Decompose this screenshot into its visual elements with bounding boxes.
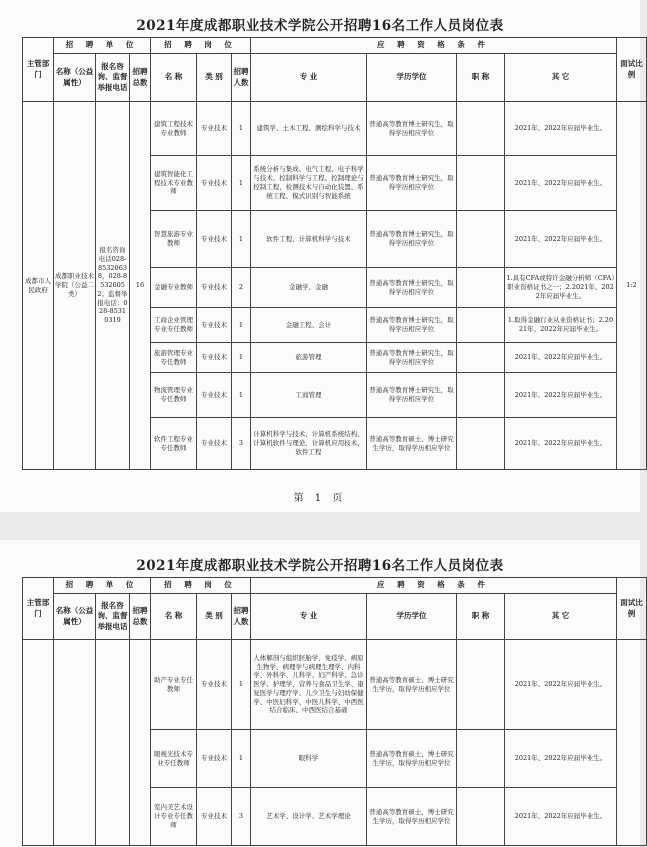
header-post-group: 招 聘 岗 位 xyxy=(151,578,251,594)
header-unit-group: 招 聘 单 位 xyxy=(54,38,151,54)
cell-category: 专业技术 xyxy=(197,268,232,308)
cell-other: 2021年、2022年应届毕业生。 xyxy=(505,211,617,268)
header-post-name: 名 称 xyxy=(151,594,197,640)
cell-other: 2021年、2022年应届毕业生。 xyxy=(505,730,617,788)
cell-post-name: 智慧旅游专业教师 xyxy=(151,211,197,268)
cell-title xyxy=(457,102,505,156)
header-major: 专 业 xyxy=(251,54,367,102)
cell-degree: 普通高等教育博士研究生，取得学历相应学位 xyxy=(367,343,457,373)
cell-count: 1 xyxy=(232,308,251,343)
cell-other: 1.取得金融行业从业资格证书；2.2021年、2022年应届毕业生。 xyxy=(505,308,617,343)
cell-major: 金融学、金融 xyxy=(251,268,367,308)
cell-category: 专业技术 xyxy=(197,343,232,373)
cell-degree: 普通高等教育硕士、博士研究生学历，取得学历相应学位 xyxy=(367,730,457,788)
header-degree: 学历学位 xyxy=(367,54,457,102)
header-category: 类 别 xyxy=(197,594,232,640)
cell-degree: 普通高等教育博士研究生，取得学历相应学位 xyxy=(367,308,457,343)
cell-count: 1 xyxy=(232,343,251,373)
cell-count: 1 xyxy=(232,640,251,730)
cell-post-name: 软件工程专业专任教师 xyxy=(151,418,197,470)
header-title: 职 称 xyxy=(457,594,505,640)
cell-count: 1 xyxy=(232,373,251,418)
cell-interview-ratio xyxy=(617,640,647,846)
cell-category: 专业技术 xyxy=(197,156,232,211)
cell-degree: 普通高等教育博士研究生，取得学历相应学位 xyxy=(367,211,457,268)
cell-unit-name: 成都职业技术学院（公益二类） xyxy=(54,102,96,470)
cell-major: 工商管理 xyxy=(251,373,367,418)
table-row xyxy=(23,640,647,730)
cell-other: 2021年、2022年应届毕业生。 xyxy=(505,418,617,470)
cell-degree: 普通高等教育硕士、博士研究生学历，取得学历相应学位 xyxy=(367,418,457,470)
cell-major: 旅游管理 xyxy=(251,343,367,373)
cell-post-name: 工商企业管理专业专任教师 xyxy=(151,308,197,343)
header-category: 类 别 xyxy=(197,54,232,102)
cell-post-name: 建筑智能化工程技术专业教师 xyxy=(151,156,197,211)
cell-interview-ratio: 1:2 xyxy=(617,102,647,470)
header-unit-group: 招 聘 单 位 xyxy=(54,578,151,594)
cell-dept xyxy=(23,640,54,846)
document-page-2 xyxy=(0,540,643,847)
cell-category: 专业技术 xyxy=(197,308,232,343)
header-cond-group: 应 聘 资 格 条 件 xyxy=(251,38,617,54)
header-total: 招聘总数 xyxy=(130,54,151,102)
header-other: 其 它 xyxy=(505,594,617,640)
header-title: 职 称 xyxy=(457,54,505,102)
cell-major: 眼科学 xyxy=(251,730,367,788)
cell-count: 1 xyxy=(232,102,251,156)
cell-post-name: 建筑工程技术专业教师 xyxy=(151,102,197,156)
cell-category: 专业技术 xyxy=(197,211,232,268)
cell-total: 16 xyxy=(130,102,151,470)
cell-category: 专业技术 xyxy=(197,102,232,156)
cell-count: 1 xyxy=(232,156,251,211)
cell-post-name: 助产专业专任教师 xyxy=(151,640,197,730)
cell-major: 人体解剖与组织胚胎学、免疫学、病原生物学、病理学与病理生理学、内科学、外科学、儿科学、妇产科学、急诊医学、护理学、营养与食品卫生学、康复医学与理疗学、儿少卫生与妇幼保健学、中医妇科学、中医儿科学、中西医结合临床、中西医结合基础 xyxy=(251,640,367,730)
cell-other: 1.具有CFA或特许金融分析师（CFA）职业资格证书之一；2.2021年、2022年应届毕业生。 xyxy=(505,268,617,308)
cell-other: 2021年、2022年应届毕业生。 xyxy=(505,788,617,846)
header-post-name: 名 称 xyxy=(151,54,197,102)
cell-major: 计算机科学与技术、计算机系统结构、计算机软件与理论、计算机应用技术、软件工程 xyxy=(251,418,367,470)
cell-post-name: 眼视光技术专业专任教师 xyxy=(151,730,197,788)
cell-contact xyxy=(96,640,130,846)
cell-other: 2021年、2022年应届毕业生。 xyxy=(505,102,617,156)
header-degree: 学历学位 xyxy=(367,594,457,640)
header-other: 其 它 xyxy=(505,54,617,102)
positions-table-page-2 xyxy=(22,577,647,846)
cell-post-name: 室内美艺术设计专业专任教师 xyxy=(151,788,197,846)
cell-degree: 普通高等教育博士研究生，取得学历相应学位 xyxy=(367,156,457,211)
header-contact: 报名咨询、监督举报电话 xyxy=(96,594,130,640)
cell-count: 2 xyxy=(232,268,251,308)
header-count: 招聘人数 xyxy=(232,54,251,102)
header-interview-ratio: 面试比例 xyxy=(617,578,647,640)
cell-major: 艺术学、设计学、艺术学理论 xyxy=(251,788,367,846)
header-unit-name: 名称（公益属性） xyxy=(54,594,96,640)
table-row xyxy=(23,102,647,156)
header-cond-group: 应 聘 资 格 条 件 xyxy=(251,578,617,594)
header-dept: 主管部门 xyxy=(23,38,54,102)
page-number: 第 1 页 xyxy=(293,493,347,504)
cell-major: 建筑学、土木工程、测绘科学与技术 xyxy=(251,102,367,156)
cell-count: 3 xyxy=(232,788,251,846)
cell-post-name: 金融专业教师 xyxy=(151,268,197,308)
header-post-group: 招 聘 岗 位 xyxy=(151,38,251,54)
cell-title xyxy=(457,730,505,788)
header-total: 招聘总数 xyxy=(130,594,151,640)
cell-title xyxy=(457,156,505,211)
cell-other: 2021年、2022年应届毕业生。 xyxy=(505,343,617,373)
cell-degree: 普通高等教育博士研究生，取得学历相应学位 xyxy=(367,373,457,418)
cell-dept: 成都市人民政府 xyxy=(23,102,54,470)
cell-title xyxy=(457,268,505,308)
header-contact: 报名咨询、监督举报电话 xyxy=(96,54,130,102)
cell-title xyxy=(457,343,505,373)
cell-title xyxy=(457,418,505,470)
cell-category: 专业技术 xyxy=(197,373,232,418)
cell-post-name: 旅游管理专业专任教师 xyxy=(151,343,197,373)
cell-title xyxy=(457,640,505,730)
cell-other: 2021年、2022年应届毕业生。 xyxy=(505,373,617,418)
cell-title xyxy=(457,788,505,846)
cell-title xyxy=(457,308,505,343)
cell-title xyxy=(457,211,505,268)
cell-major: 金融工程、会计 xyxy=(251,308,367,343)
cell-major: 系统分析与集成、电气工程、电子科学与技术、控制科学与工程、控制理论与控制工程、检测技术与自动化装置、系统工程、模式识别与智能系统 xyxy=(251,156,367,211)
cell-degree: 普通高等教育硕士、博士研究生学历，取得学历相应学位 xyxy=(367,788,457,846)
cell-other: 2021年、2022年应届毕业生。 xyxy=(505,156,617,211)
header-count: 招聘人数 xyxy=(232,594,251,640)
cell-post-name: 物流管理专业专任教师 xyxy=(151,373,197,418)
cell-unit-name xyxy=(54,640,96,846)
document-title: 2021年度成都职业技术学院公开招聘16名工作人员岗位表 xyxy=(136,18,504,34)
positions-table-page-1 xyxy=(22,37,647,470)
cell-category: 专业技术 xyxy=(197,418,232,470)
header-major: 专 业 xyxy=(251,594,367,640)
header-dept: 主管部门 xyxy=(23,578,54,640)
cell-title xyxy=(457,373,505,418)
cell-degree: 普通高等教育博士研究生，取得学历相应学位 xyxy=(367,268,457,308)
document-title: 2021年度成都职业技术学院公开招聘16名工作人员岗位表 xyxy=(136,558,504,574)
cell-category: 专业技术 xyxy=(197,640,232,730)
cell-major: 软件工程、计算机科学与技术 xyxy=(251,211,367,268)
cell-count: 1 xyxy=(232,211,251,268)
cell-other: 2021年、2022年应届毕业生。 xyxy=(505,640,617,730)
header-unit-name: 名称（公益属性） xyxy=(54,54,96,102)
cell-category: 专业技术 xyxy=(197,730,232,788)
cell-degree: 普通高等教育硕士、博士研究生学历，取得学历相应学位 xyxy=(367,640,457,730)
cell-category: 专业技术 xyxy=(197,788,232,846)
header-interview-ratio: 面试比例 xyxy=(617,38,647,102)
cell-count: 1 xyxy=(232,730,251,788)
cell-total xyxy=(130,640,151,846)
cell-count: 3 xyxy=(232,418,251,470)
cell-degree: 普通高等教育博士研究生，取得学历相应学位 xyxy=(367,102,457,156)
cell-contact: 报名咨询电话028-85320638，028-85326052；监督举报电话：028-85310319 xyxy=(96,102,130,470)
